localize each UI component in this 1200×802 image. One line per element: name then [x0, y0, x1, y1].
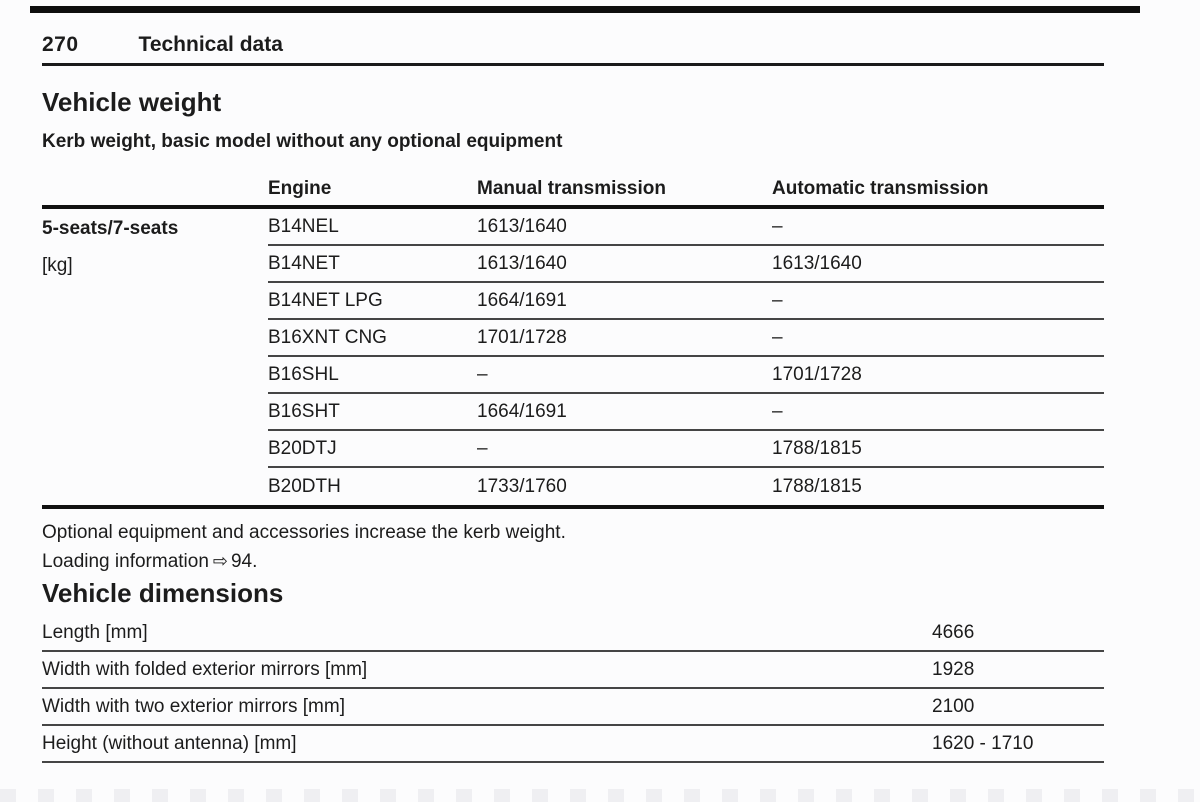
kerb-weight-subheading: Kerb weight, basic model without any optional equipment [42, 131, 563, 152]
dimension-label: Height (without antenna) [mm] [42, 733, 297, 754]
vehicle-dimensions-heading: Vehicle dimensions [42, 578, 284, 608]
table-row [42, 689, 1104, 726]
table-row [42, 726, 1104, 763]
kerb-weight-table-body [42, 209, 1104, 505]
kerb-weight-table [42, 165, 1104, 509]
kerb-weight-table-header [42, 165, 1104, 205]
manual-transmission-cell: – [477, 357, 772, 394]
engine-cell: B20DTH [268, 476, 341, 497]
loading-information-page-ref: 94. [230, 551, 258, 572]
engine-cell: B16SHL [268, 357, 477, 394]
loading-information-text: Loading information [42, 551, 209, 572]
seats-label: 5-seats/7-seats [42, 218, 179, 239]
page-reference-arrow-icon: ⇨ [212, 551, 228, 572]
manual-transmission-cell: 1733/1760 [477, 476, 567, 497]
dimension-label: Width with folded exterior mirrors [mm] [42, 659, 368, 680]
dimension-value: 1620 - 1710 [932, 733, 1034, 754]
dimension-value: 1928 [932, 659, 975, 680]
engine-cell: B14NET LPG [268, 283, 477, 320]
loading-information-note [42, 547, 1104, 576]
manual-transmission-cell: 1664/1691 [477, 394, 772, 431]
engine-cell: B14NEL [268, 209, 477, 246]
automatic-transmission-cell: – [772, 394, 1104, 431]
chapter-title: Technical data [138, 33, 283, 56]
column-header-engine: Engine [268, 178, 332, 199]
automatic-transmission-cell: – [772, 209, 1104, 246]
vehicle-dimensions-table [42, 615, 1104, 763]
automatic-transmission-cell: – [772, 283, 1104, 320]
column-header-automatic-transmission: Automatic transmission [772, 178, 989, 199]
dimension-value: 2100 [932, 696, 975, 717]
unit-label: [kg] [42, 255, 73, 276]
automatic-transmission-cell: 1788/1815 [772, 476, 862, 497]
vehicle-weight-heading: Vehicle weight [42, 87, 222, 117]
automatic-transmission-cell: 1788/1815 [772, 431, 1104, 468]
optional-equipment-note: Optional equipment and accessories increase the kerb weight. [42, 522, 566, 543]
table-row [42, 615, 1104, 652]
table-rule-bottom [42, 505, 1104, 509]
column-header-manual-transmission: Manual transmission [477, 178, 666, 199]
header-spacer-cell [42, 165, 268, 205]
manual-transmission-cell: 1613/1640 [477, 209, 772, 246]
table-row-header [42, 209, 268, 505]
manual-transmission-cell: 1701/1728 [477, 320, 772, 357]
table-row [42, 652, 1104, 689]
manual-transmission-cell: – [477, 431, 772, 468]
dimension-label: Length [mm] [42, 622, 148, 643]
dimension-label: Width with two exterior mirrors [mm] [42, 696, 345, 717]
automatic-transmission-cell: 1701/1728 [772, 357, 1104, 394]
scan-artifact-bottom-noise [0, 789, 1200, 802]
engine-cell: B14NET [268, 246, 477, 283]
automatic-transmission-cell: – [772, 320, 1104, 357]
dimension-value: 4666 [932, 622, 975, 643]
automatic-transmission-cell: 1613/1640 [772, 246, 1104, 283]
page-header [42, 0, 1104, 57]
engine-cell: B16SHT [268, 394, 477, 431]
page-content [42, 0, 1104, 763]
engine-cell: B20DTJ [268, 431, 477, 468]
manual-transmission-cell: 1664/1691 [477, 283, 772, 320]
page-header-rule [42, 63, 1104, 66]
page-number: 270 [42, 33, 79, 56]
engine-cell: B16XNT CNG [268, 320, 477, 357]
manual-transmission-cell: 1613/1640 [477, 246, 772, 283]
